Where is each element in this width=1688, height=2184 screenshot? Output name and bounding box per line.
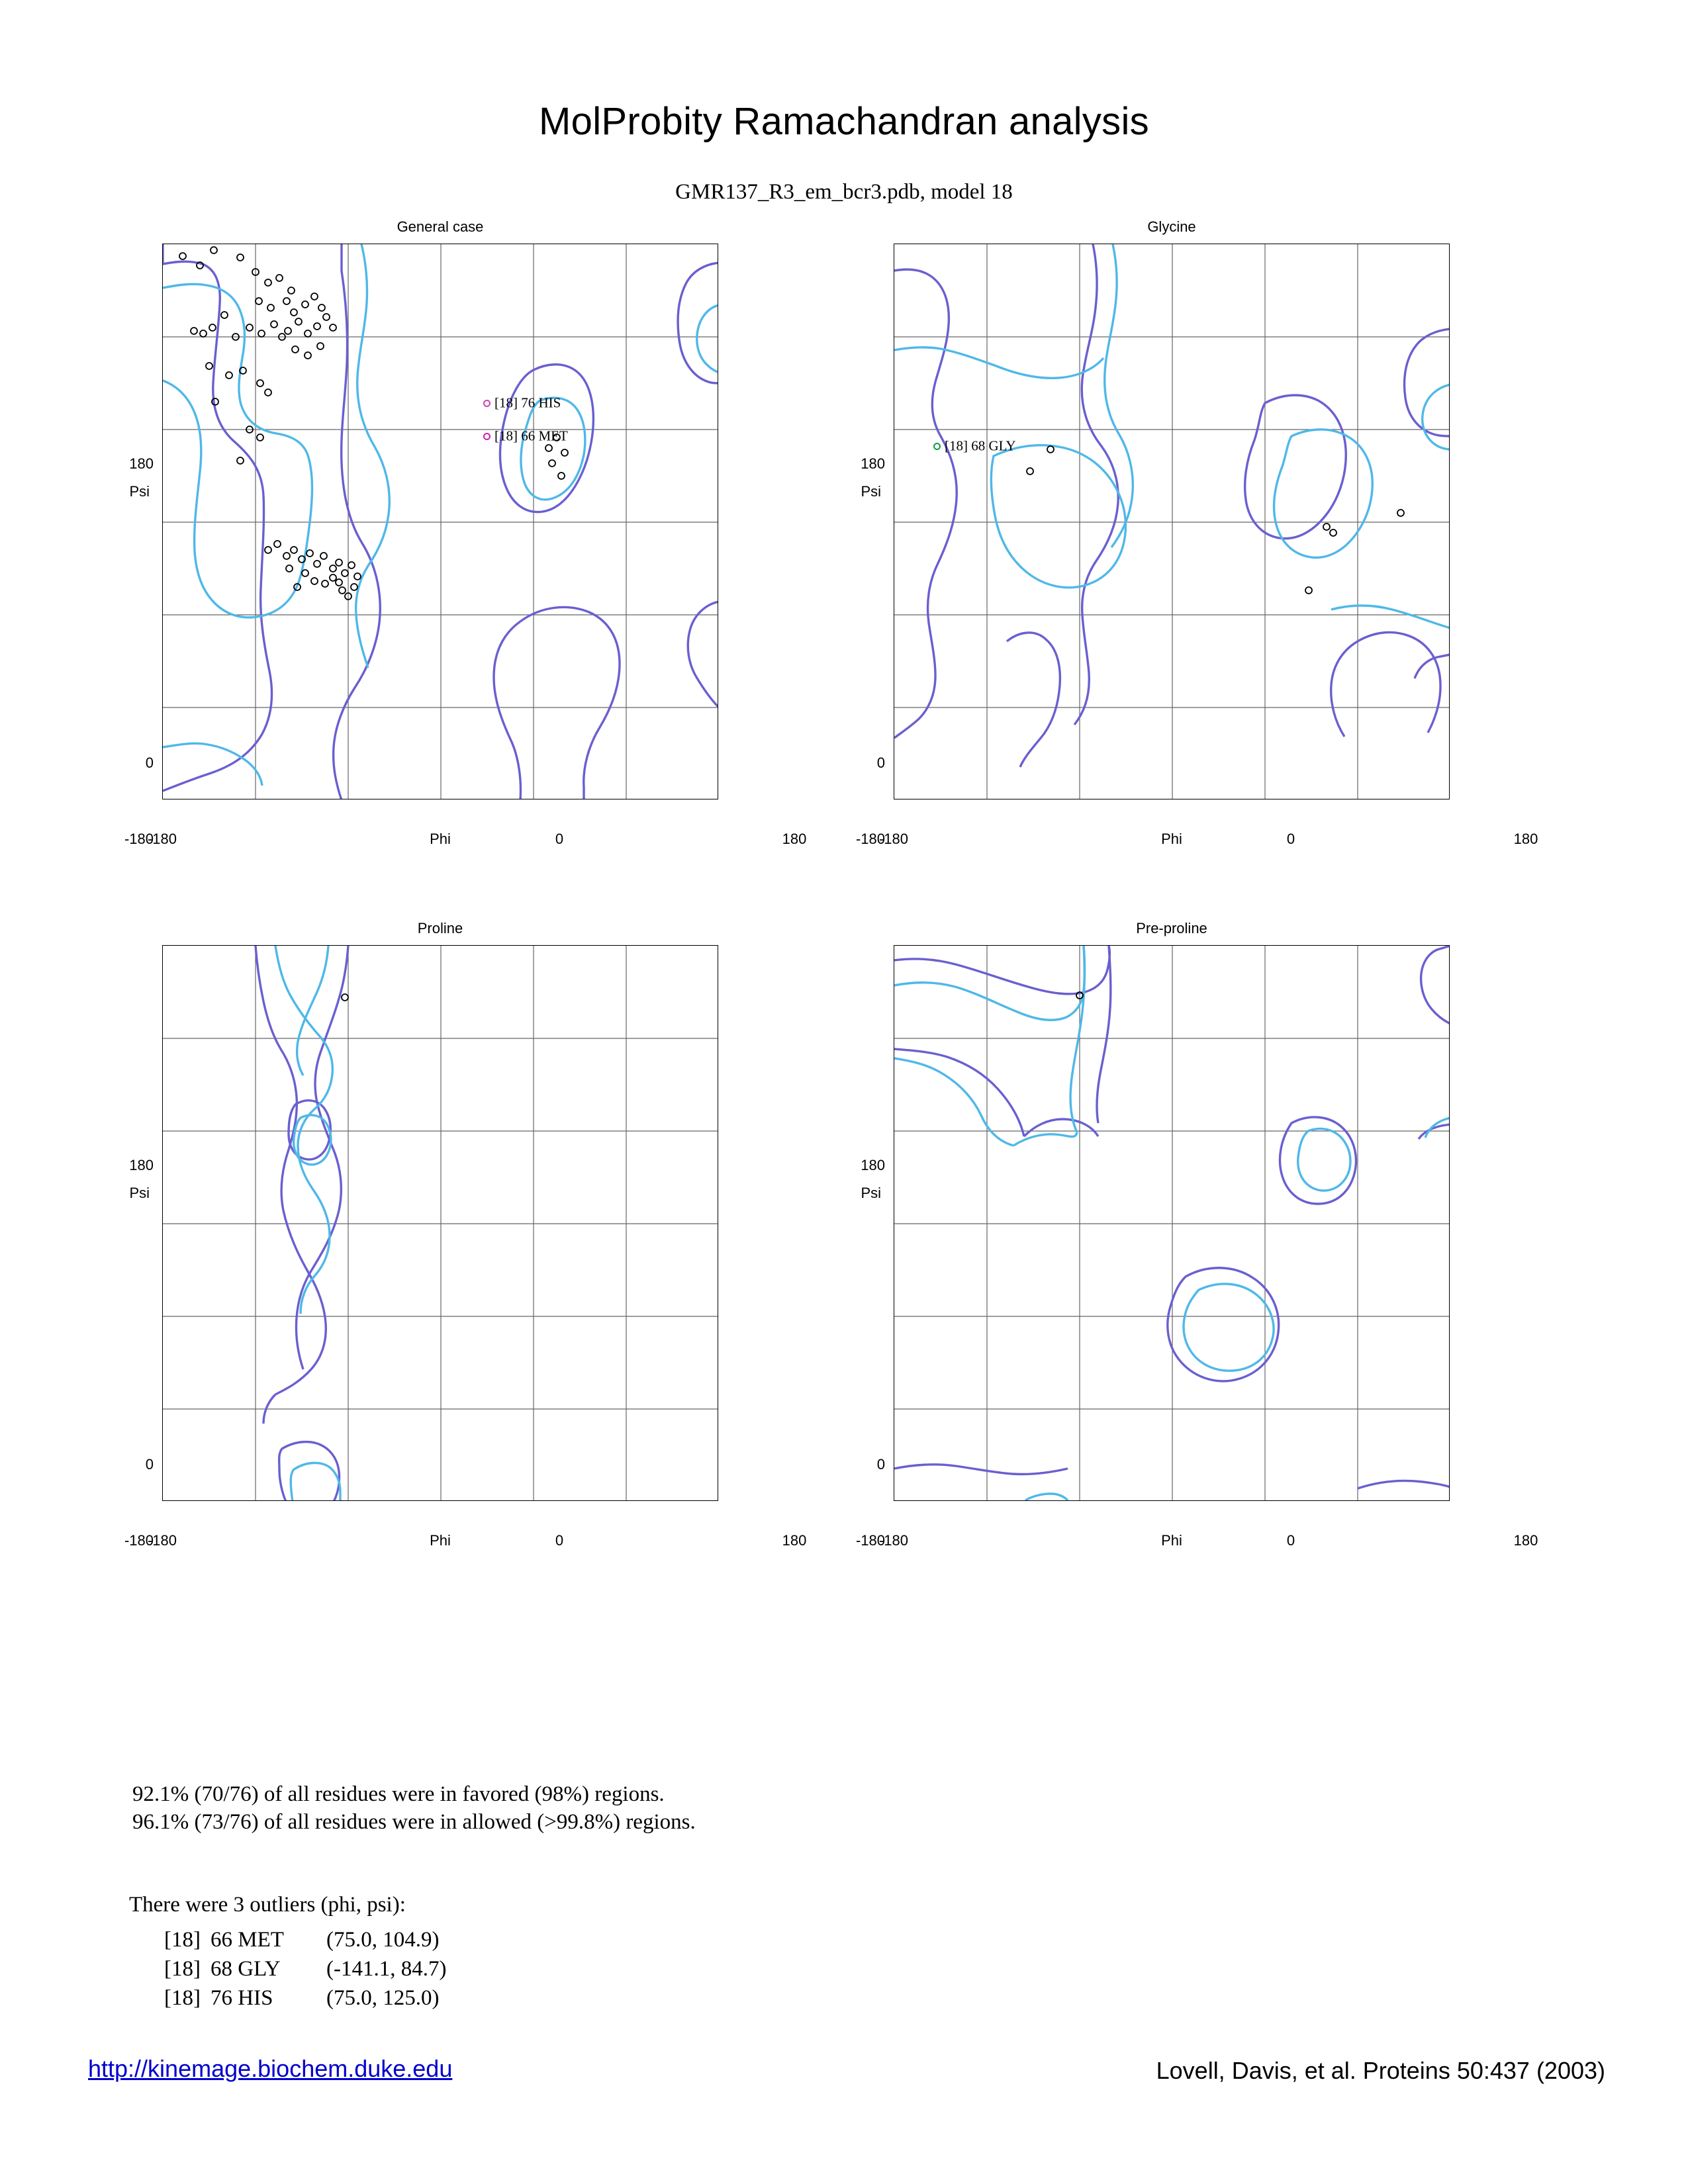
stats-allowed: 96.1% (73/76) of all residues were in allowed (>99.8%) regions.: [132, 1810, 696, 1835]
ytick-top-general: 180: [129, 455, 154, 472]
xtick-right-preproline: 180: [1513, 1532, 1538, 1549]
xtick-right-general: 180: [782, 831, 807, 847]
xtick-mid-proline: 0: [555, 1532, 564, 1549]
gridlines: [894, 244, 1450, 799]
xtick-left-preproline: -180: [878, 1532, 909, 1549]
axis-label-phi-preproline: Phi: [1161, 1532, 1182, 1549]
ytick-top-glycine: 180: [861, 455, 885, 472]
axis-label-phi-glycine: Phi: [1161, 831, 1182, 847]
stats-block: [132, 1780, 696, 1836]
data-points-proline: [342, 994, 348, 1001]
ytick-bottom-proline: -180: [124, 1532, 154, 1549]
ytick-mid-proline: 0: [145, 1456, 154, 1473]
page-subtitle: GMR137_R3_em_bcr3.pdb, model 18: [675, 180, 1013, 204]
outlier-row: [164, 1984, 446, 2013]
plot-svg-proline: [163, 946, 718, 1501]
ytick-mid-preproline: 0: [876, 1456, 885, 1473]
data-points-glycine: [1027, 446, 1404, 594]
outlier-residue: 66 MET: [211, 1928, 284, 1952]
axis-label-psi-proline: Psi: [129, 1185, 150, 1201]
legend-item-68-gly: [18] 68 GLY: [933, 437, 1016, 455]
outlier-coords: (75.0, 125.0): [326, 1985, 440, 2010]
xtick-right-glycine: 180: [1513, 831, 1538, 847]
outlier-index: [18]: [164, 1985, 201, 2010]
outlier-row: [164, 1955, 446, 1984]
plot-panel-proline: [93, 920, 807, 1621]
data-points-general: [179, 247, 568, 600]
xtick-right-proline: 180: [782, 1532, 807, 1549]
axis-label-psi-preproline: Psi: [861, 1185, 881, 1201]
panel-title-glycine: Glycine: [1147, 218, 1196, 235]
citation-text: Lovell, Davis, et al. Proteins 50:437 (2003): [1156, 2057, 1605, 2084]
xtick-mid-glycine: 0: [1286, 831, 1295, 847]
legend-item-76-his: [18] 76 HIS: [483, 394, 561, 412]
stats-favored: 92.1% (70/76) of all residues were in favored (98%) regions.: [132, 1782, 665, 1806]
ytick-top-proline: 180: [129, 1157, 154, 1173]
plot-area-general-case[interactable]: [162, 244, 718, 799]
legend-marker-66-met: [483, 433, 491, 440]
page-title: MolProbity Ramachandran analysis: [539, 100, 1149, 143]
panel-title-pre-proline: Pre-proline: [1136, 920, 1207, 936]
plot-svg-pre-proline: [894, 946, 1450, 1501]
axis-label-psi-glycine: Psi: [861, 483, 881, 500]
panel-title-proline: Proline: [417, 920, 463, 936]
outlier-index: [18]: [164, 1956, 201, 1981]
plot-svg-general-case: [163, 244, 718, 799]
xtick-left-glycine: -180: [878, 831, 909, 847]
axis-label-phi-proline: Phi: [430, 1532, 451, 1549]
panel-title-general-case: General case: [397, 218, 484, 235]
xtick-mid-general: 0: [555, 831, 564, 847]
gridlines: [163, 946, 718, 1501]
gridlines: [894, 946, 1450, 1501]
plot-svg-glycine: [894, 244, 1450, 799]
ytick-bottom-general: -180: [124, 831, 154, 847]
legend-item-66-met: [18] 66 MET: [483, 427, 568, 445]
plot-area-glycine[interactable]: [894, 244, 1450, 799]
xtick-mid-preproline: 0: [1286, 1532, 1295, 1549]
outlier-coords: (-141.1, 84.7): [326, 1956, 447, 1981]
outlier-list: [164, 1926, 446, 2013]
plot-area-proline[interactable]: [162, 945, 718, 1501]
ytick-top-preproline: 180: [861, 1157, 885, 1173]
axis-label-psi-general: Psi: [129, 483, 150, 500]
plot-panel-glycine: [824, 218, 1538, 920]
outlier-residue: 68 GLY: [211, 1956, 281, 1981]
ytick-mid-general: 0: [145, 754, 154, 771]
outlier-index: [18]: [164, 1928, 201, 1952]
outliers-header: There were 3 outliers (phi, psi):: [129, 1893, 406, 1917]
ytick-mid-glycine: 0: [876, 754, 885, 771]
legend-marker-68-gly: [933, 443, 941, 450]
xtick-left-proline: -180: [147, 1532, 177, 1549]
plot-panel-pre-proline: [824, 920, 1538, 1621]
outlier-row: [164, 1926, 446, 1955]
ytick-bottom-glycine: -180: [855, 831, 885, 847]
ytick-bottom-preproline: -180: [855, 1532, 885, 1549]
axis-label-phi-general: Phi: [430, 831, 451, 847]
outlier-coords: (75.0, 104.9): [326, 1928, 440, 1952]
legend-marker-76-his: [483, 400, 491, 407]
outlier-residue: 76 HIS: [211, 1985, 273, 2010]
kinemage-link[interactable]: http://kinemage.biochem.duke.edu: [88, 2055, 453, 2082]
plot-area-pre-proline[interactable]: [894, 945, 1450, 1501]
xtick-left-general: -180: [147, 831, 177, 847]
plot-panel-general-case: [93, 218, 807, 920]
